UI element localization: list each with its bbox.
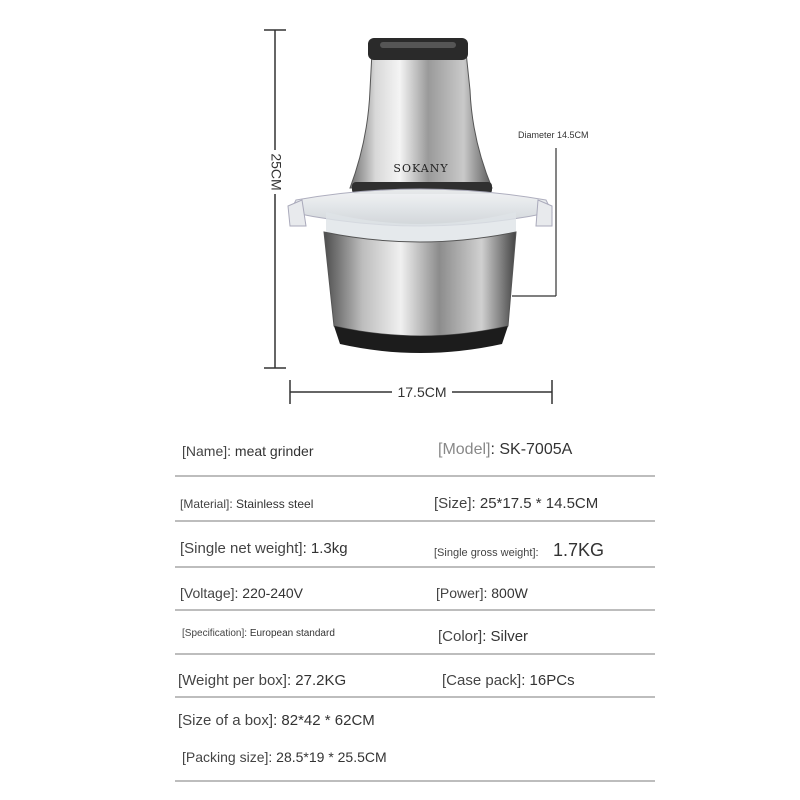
spec-model: [438, 441, 572, 459]
spec-value: :: [535, 547, 539, 559]
spec-value: : 28.5*19 * 25.5CM: [268, 749, 387, 765]
spec-value: : 16PCs: [521, 672, 575, 689]
spec-value: : meat grinder: [227, 443, 314, 459]
width-label: 17.5CM: [397, 384, 447, 400]
spec-net-weight: [180, 540, 348, 557]
spec-value: : 1.3kg: [302, 540, 348, 557]
spec-key: [Size of a box]: [178, 712, 274, 729]
spec-value: : 27.2KG: [286, 672, 347, 689]
spec-key: [Specification]: [182, 628, 245, 639]
spec-key: [Single net weight]: [180, 540, 303, 557]
spec-value: : 800W: [483, 585, 528, 601]
spec-size: [434, 495, 598, 512]
spec-value: : SK-7005A: [490, 441, 573, 458]
spec-value: : 82*42 * 62CM: [273, 712, 375, 729]
spec-key: [Voltage]: [180, 585, 235, 601]
spec-key: [Color]: [438, 628, 483, 645]
row-divider: [175, 696, 655, 698]
spec-value: : 25*17.5 * 14.5CM: [471, 495, 599, 512]
spec-key: [Case pack]: [442, 672, 522, 689]
spec-name: [182, 443, 314, 459]
spec-value: : European standard: [244, 628, 335, 639]
spec-packing-size: [182, 749, 387, 765]
spec-key: [Material]: [180, 497, 230, 511]
spec-key: [Name]: [182, 443, 228, 459]
spec-power: [436, 585, 528, 601]
row-divider: [175, 475, 655, 477]
spec-value: : 220-240V: [234, 585, 303, 601]
row-divider: [175, 653, 655, 655]
spec-value-large: 1.7KG: [553, 540, 605, 560]
spec-key: [Weight per box]: [178, 672, 287, 689]
spec-value: : Stainless steel: [229, 497, 314, 511]
spec-gross-weight: [434, 540, 604, 561]
height-label: 25CM: [268, 153, 285, 191]
spec-value: : Silver: [482, 628, 529, 645]
row-divider: [175, 566, 655, 568]
top-cap: [368, 38, 468, 60]
spec-key: [Single gross weight]: [434, 547, 536, 559]
spec-material: [180, 497, 313, 511]
spec-key: [Packing size]: [182, 749, 269, 765]
spec-key: [Power]: [436, 585, 484, 601]
diameter-label: Diameter 14.5CM: [518, 130, 589, 140]
spec-voltage: [180, 585, 303, 601]
row-divider: [175, 609, 655, 611]
spec-key: [Size]: [434, 495, 472, 512]
spec-specification: [182, 628, 335, 639]
row-divider: [175, 520, 655, 522]
spec-color: [438, 628, 528, 645]
brand-logo: SOKANY: [393, 162, 449, 175]
spec-box-size: [178, 712, 375, 729]
spec-key: [Model]: [438, 441, 491, 458]
spec-weight-per-box: [178, 672, 346, 689]
row-divider: [175, 780, 655, 782]
spec-case-pack: [442, 672, 575, 689]
